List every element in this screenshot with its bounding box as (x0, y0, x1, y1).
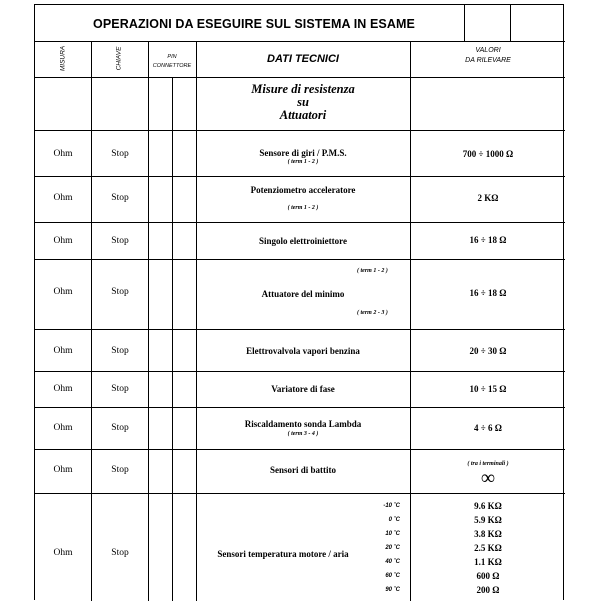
row-divider (35, 222, 565, 223)
row-misura: Ohm (53, 149, 73, 159)
row-dato: Riscaldamento sonda Lambda (244, 419, 362, 429)
temp-value: 5.9 KΩ (474, 515, 502, 525)
row-chiave: Stop (111, 423, 129, 433)
col-header-da-rilevare: DA RILEVARE (465, 57, 511, 64)
row-sub: ( term 1 - 2 ) (287, 159, 319, 165)
row-misura: Ohm (53, 465, 73, 475)
col-line-3 (196, 41, 197, 601)
row-dato: Sensori temperatura motore / aria (217, 549, 349, 559)
row-dato: Elettrovalvola vapori benzina (246, 346, 360, 356)
temp-value: 3.8 KΩ (474, 529, 502, 539)
temp-value: 9.6 KΩ (474, 501, 502, 511)
row-misura: Ohm (53, 423, 73, 433)
header-box-divider-2 (510, 5, 511, 41)
col-header-dati-tecnici: DATI TECNICI (267, 53, 339, 65)
technical-sheet (34, 4, 564, 600)
col-line-pin-split (172, 77, 173, 601)
row-valore: 10 ÷ 15 Ω (469, 384, 507, 394)
infinity-symbol: ∞ (480, 467, 496, 489)
temp-label: 0 ˚C (388, 517, 400, 523)
temp-value: 200 Ω (476, 585, 500, 595)
row-sub: ( term 3 - 4 ) (287, 431, 319, 437)
column-header-divider (35, 77, 565, 78)
row-chiave: Stop (111, 287, 129, 297)
col-header-valori: VALORI (475, 47, 501, 54)
row-valore: 16 ÷ 18 Ω (469, 235, 507, 245)
row-sub-bottom: ( term 2 - 3 ) (357, 310, 388, 316)
header-divider (35, 41, 565, 42)
row-dato: Singolo elettroiniettore (259, 236, 347, 246)
section-title-line3: Attuatori (279, 108, 327, 122)
row-divider (35, 449, 565, 450)
col-line-4 (410, 41, 411, 601)
row-chiave: Stop (111, 193, 129, 203)
row-chiave: Stop (111, 384, 129, 394)
row-divider (35, 371, 565, 372)
row-misura: Ohm (53, 548, 73, 558)
temp-value: 2.5 KΩ (474, 543, 502, 553)
row-dato: Variatore di fase (271, 384, 335, 394)
row-sub: ( term 1 - 2 ) (287, 205, 319, 211)
temp-label: 20 ˚C (385, 545, 400, 551)
page-title: OPERAZIONI DA ESEGUIRE SUL SISTEMA IN ESAME (93, 17, 415, 31)
temp-label: 60 ˚C (385, 573, 400, 579)
row-chiave: Stop (111, 346, 129, 356)
row-valore: 20 ÷ 30 Ω (469, 346, 507, 356)
temp-value: 1.1 KΩ (474, 557, 502, 567)
col-header-misura: MISURA (59, 45, 67, 72)
section-title-line2: su (297, 95, 309, 109)
row-chiave: Stop (111, 149, 129, 159)
row-misura: Ohm (53, 384, 73, 394)
col-line-1 (91, 41, 92, 601)
col-header-pin: PIN (167, 54, 177, 60)
row-valore: 2 KΩ (477, 193, 499, 203)
row-divider (35, 130, 565, 131)
row-divider (35, 329, 565, 330)
row-misura: Ohm (53, 236, 73, 246)
section-title-line1: Misure di resistenza (251, 82, 355, 96)
header-box-divider-1 (464, 5, 465, 41)
row-divider (35, 407, 565, 408)
row-divider (35, 176, 565, 177)
row-valore: 700 ÷ 1000 Ω (462, 149, 514, 159)
row-sub-top: ( term 1 - 2 ) (357, 268, 388, 274)
temp-label: 10 ˚C (385, 531, 400, 537)
col-header-chiave: CHIAVE (115, 46, 123, 71)
row-divider (35, 493, 565, 494)
row-dato: Attuatore del minimo (261, 289, 345, 299)
row-dato: Sensori di battito (269, 465, 337, 475)
row-misura: Ohm (53, 346, 73, 356)
col-line-2 (148, 41, 149, 601)
temp-label: 90 ˚C (385, 587, 400, 593)
row-dato: Potenziometro acceleratore (250, 185, 356, 195)
row-dato: Sensore di giri / P.M.S. (259, 148, 347, 158)
row-chiave: Stop (111, 465, 129, 475)
row-valore: 16 ÷ 18 Ω (469, 288, 507, 298)
row-divider (35, 259, 565, 260)
temp-label: 40 ˚C (385, 559, 400, 565)
row-valore-note: ( tra i terminali ) (467, 461, 509, 467)
row-chiave: Stop (111, 236, 129, 246)
row-misura: Ohm (53, 193, 73, 203)
row-chiave: Stop (111, 548, 129, 558)
col-header-connettore: CONNETTORE (152, 63, 192, 69)
row-valore: 4 ÷ 6 Ω (474, 423, 502, 433)
row-misura: Ohm (53, 287, 73, 297)
temp-value: 600 Ω (476, 571, 500, 581)
temp-label: -10 ˚C (383, 503, 400, 509)
